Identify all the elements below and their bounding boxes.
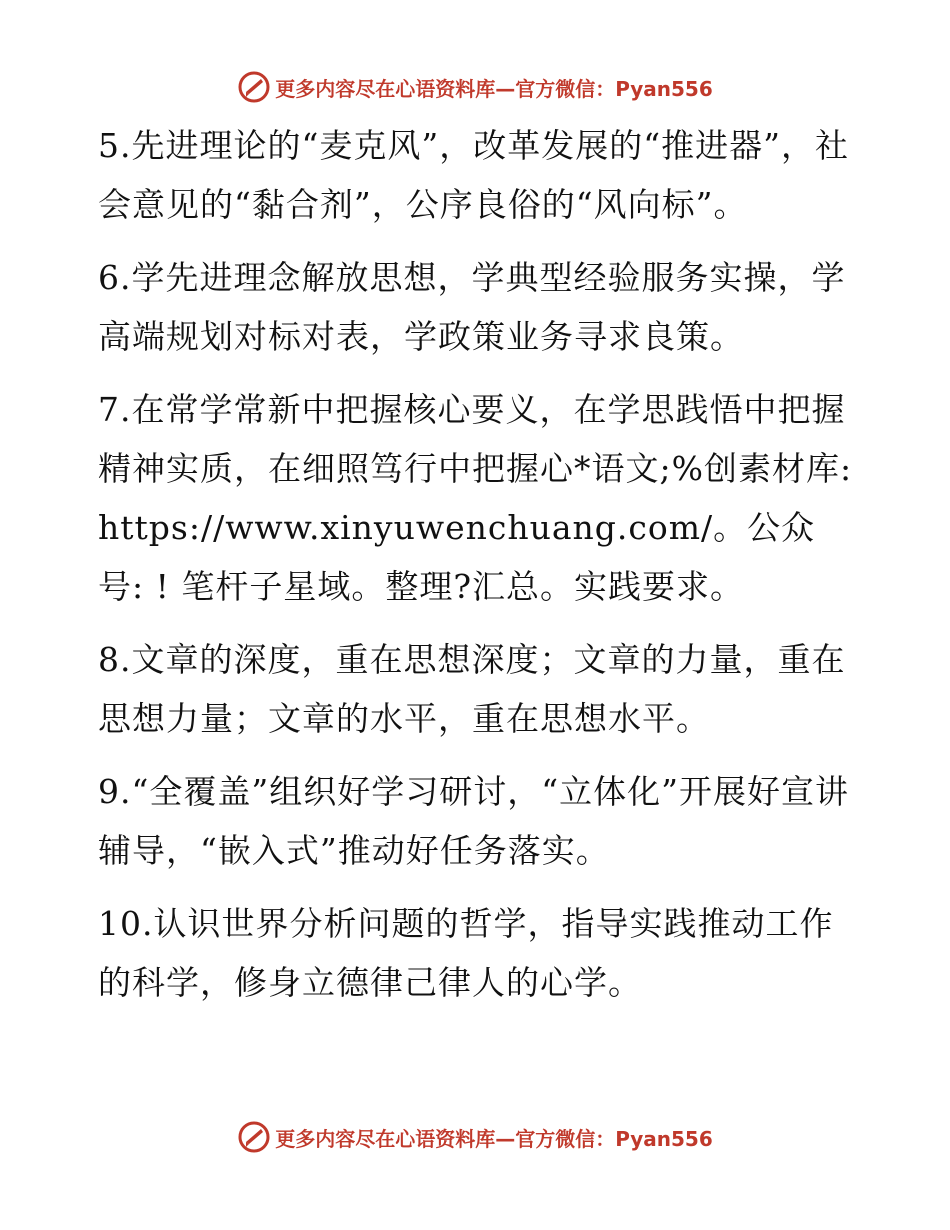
header-watermark xyxy=(0,70,950,104)
logo-icon xyxy=(237,70,271,104)
paragraph-5: 5.先进理论的“麦克风”，改革发展的“推进器”，社会意见的“黏合剂”，公序良俗的“风向标”。 xyxy=(98,126,849,224)
footer-watermark-text: 更多内容尽在心语资料库—官方微信：Pyan556 xyxy=(275,1126,713,1151)
paragraph-10: 10.认识世界分析问题的哲学，指导实践推动工作的科学，修身立德律己律人的心学。 xyxy=(98,904,834,1002)
footer-watermark xyxy=(0,1120,950,1154)
paragraph-9: 9.“全覆盖”组织好学习研讨，“立体化”开展好宣讲辅导，“嵌入式”推动好任务落实。 xyxy=(98,772,849,870)
paragraph-8: 8.文章的深度，重在思想深度；文章的力量，重在思想力量；文章的水平，重在思想水平。 xyxy=(98,640,846,738)
paragraph-7: 7.在常学常新中把握核心要义，在学思践悟中把握精神实质，在细照笃行中把握心*语文;%创素材库: https://www.xinyuwenchuang.com/。公众号: ! 笔杆子星域。整理?汇总。实践要求。 xyxy=(98,390,853,606)
paragraph-6: 6.学先进理念解放思想，学典型经验服务实操，学高端规划对标对表，学政策业务寻求良策。 xyxy=(98,258,846,356)
header-watermark-text: 更多内容尽在心语资料库—官方微信：Pyan556 xyxy=(275,76,713,101)
logo-icon xyxy=(237,1120,271,1154)
document-body xyxy=(98,116,858,1026)
